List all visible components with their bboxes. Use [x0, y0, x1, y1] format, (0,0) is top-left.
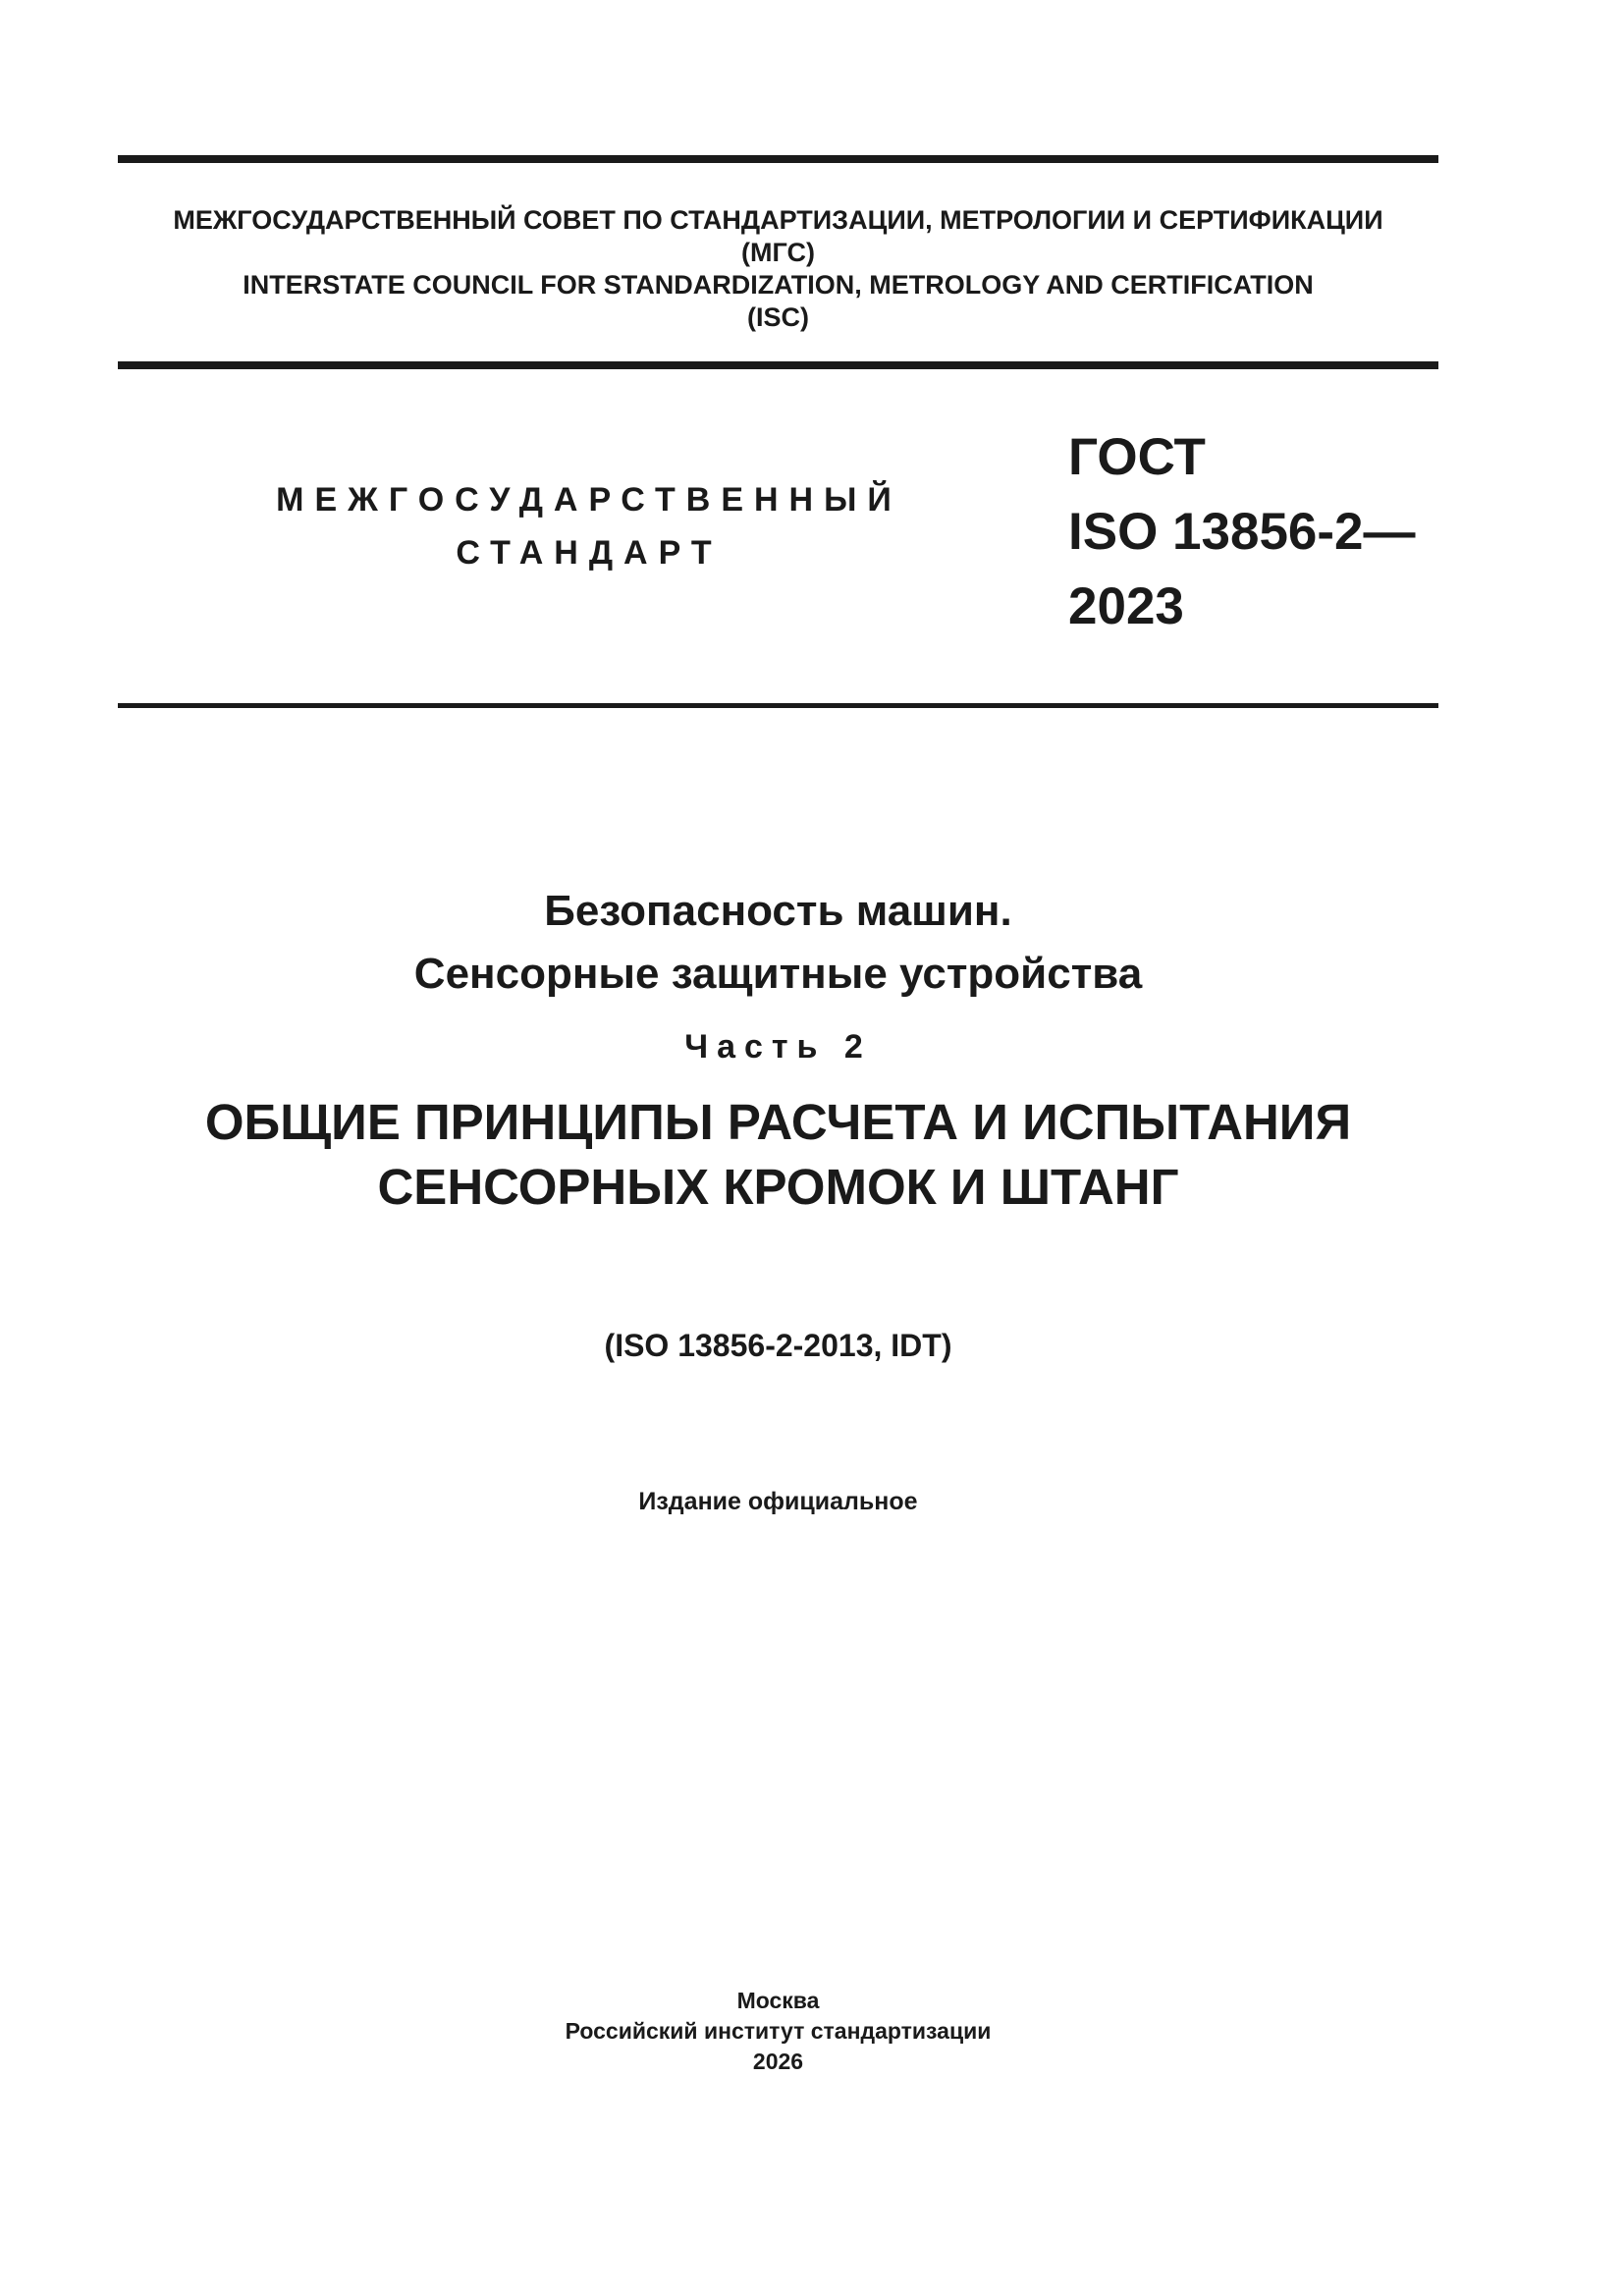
- header-bottom-rule: [118, 703, 1438, 708]
- document-title: [118, 880, 1438, 1220]
- title-main-line2: Сенсорные защитные устройства: [413, 950, 1143, 998]
- standard-kind-line2: СТАНДАРТ: [456, 534, 723, 572]
- council-en-abbr: (ISC): [747, 302, 809, 332]
- standard-kind-line1: МЕЖГОСУДАРСТВЕННЫЙ: [276, 481, 902, 519]
- designation-line2: ISO 13856-2—: [1068, 503, 1416, 561]
- title-part: Часть 2: [684, 1028, 872, 1066]
- publisher-city: Москва: [736, 1988, 820, 2013]
- title-sub-line2: СЕНСОРНЫХ КРОМОК И ШТАНГ: [377, 1159, 1179, 1215]
- council-ru-name: МЕЖГОСУДАРСТВЕННЫЙ СОВЕТ ПО СТАНДАРТИЗАЦИИ, МЕТРОЛОГИИ И СЕРТИФИКАЦИИ: [173, 205, 1383, 235]
- publisher-block: [118, 1986, 1438, 2077]
- publisher-year: 2026: [752, 2049, 804, 2074]
- title-subtitle: [118, 1090, 1438, 1220]
- title-main-line1: Безопасность машин.: [544, 887, 1012, 935]
- publisher-institute: Российский институт стандартизации: [565, 2018, 992, 2044]
- standard-kind: [226, 473, 952, 579]
- edition-label: Издание официальное: [638, 1488, 918, 1515]
- council-en-name: INTERSTATE COUNCIL FOR STANDARDIZATION, METROLOGY AND CERTIFICATION: [243, 270, 1314, 300]
- standard-designation: [1068, 420, 1416, 644]
- iso-reference: (ISO 13856-2-2013, IDT): [604, 1328, 952, 1363]
- designation-line3: 2023: [1068, 577, 1184, 635]
- title-sub-line1: ОБЩИЕ ПРИНЦИПЫ РАСЧЕТА И ИСПЫТАНИЯ: [204, 1094, 1352, 1150]
- council-ru-abbr: (МГС): [741, 238, 815, 267]
- council-bottom-rule: [118, 361, 1438, 369]
- top-rule: [118, 155, 1438, 163]
- title-main: [118, 880, 1438, 1006]
- designation-line1: ГОСТ: [1068, 428, 1206, 486]
- council-header: [118, 204, 1438, 334]
